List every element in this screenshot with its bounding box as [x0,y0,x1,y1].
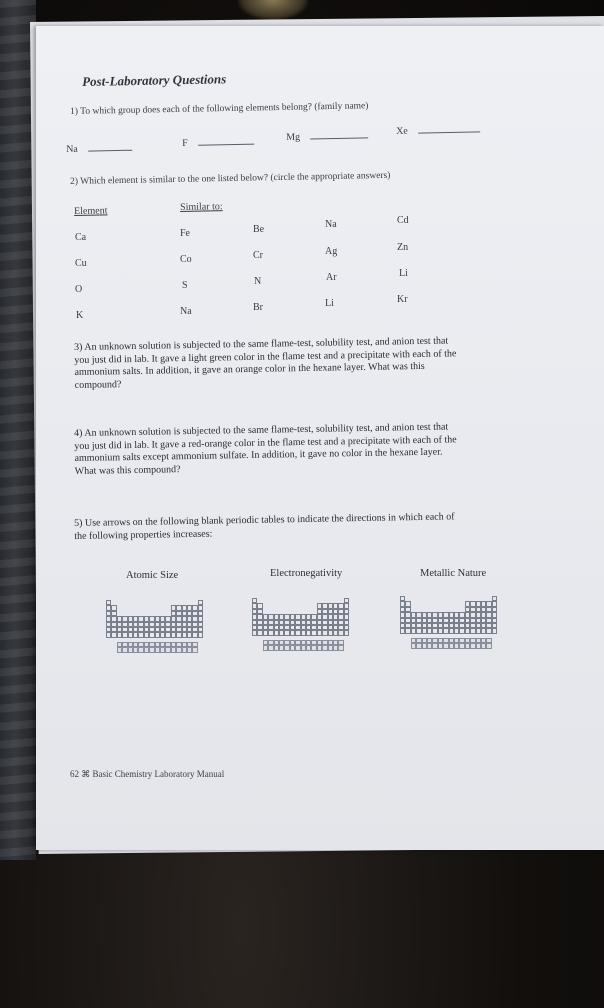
q4-line: What was this compound? [74,463,181,477]
q2-option[interactable]: Ag [325,246,338,257]
q4-block [74,421,457,478]
q4-line: 4) An unknown solution is subjected to the same flame-test, solubility test, and anion test that [74,421,449,439]
q1-item-mg [286,128,369,144]
q2-option[interactable]: S [182,280,188,291]
q2-row-element: Ca [75,232,87,243]
periodic-table-cell [344,630,349,635]
q2-option[interactable]: Zn [397,242,409,253]
q2-text: 2) Which element is similar to the one listed below? (circle the appropriate answers) [70,170,391,187]
q2-option[interactable]: Li [399,268,408,279]
q1-element-label: F [182,137,188,149]
q2-option[interactable]: Na [325,219,337,230]
q2-option[interactable]: N [254,276,262,287]
q4-line: ammonium salts except ammonium sulfate. In addition, it gave no color in the hexane layer. [74,446,443,464]
q2-option[interactable]: Co [180,254,192,265]
q1-item-xe [396,122,480,138]
q2-option[interactable]: Be [253,224,265,235]
table-label-atomic-size: Atomic Size [126,570,179,581]
q3-line: ammonium salts. In addition, it gave an orange color in the hexane layer. What was this [74,360,425,378]
q1-element-label: Na [66,143,78,155]
q2-header-similar: Similar to: [180,201,223,213]
periodic-table-cell [198,632,203,637]
q2-option[interactable]: Ar [326,272,337,283]
q2-option[interactable]: Na [180,306,192,317]
q3-block [74,335,457,392]
q1-answer-blank[interactable] [418,122,480,133]
periodic-table-cell [192,647,197,652]
q2-option[interactable]: Fe [180,228,190,239]
q2-row-element: K [76,310,84,321]
table-label-electronegativity: Electronegativity [270,568,343,579]
q1-element-label: Xe [396,125,408,137]
q5-line: the following properties increases: [74,528,213,542]
periodic-table-cell [338,645,343,650]
q1-item-f [182,135,254,150]
q2-option[interactable]: Cr [253,250,263,261]
q3-line: you just did in lab. It gave a light green color in the flame test and a precipitate with each of the [74,347,457,366]
q1-answer-blank[interactable] [198,135,254,146]
q2-header-element: Element [74,205,108,217]
periodic-table-cell [486,643,491,648]
q2-option[interactable]: Cd [397,215,409,226]
q4-line: you just did in lab. It gave a red-orange color in the flame test and a precipitate with each of the [74,433,457,452]
periodic-table-cell [492,628,497,633]
q1-answer-blank[interactable] [88,141,132,152]
q3-line: compound? [74,378,122,391]
q1-item-na [66,141,132,156]
q2-option[interactable]: Li [325,298,334,309]
page-title: Post-Laboratory Questions [81,71,227,89]
q2-option[interactable]: Kr [397,294,408,305]
table-label-metallic-nature: Metallic Nature [420,568,487,579]
q1-text: 1) To which group does each of the following elements belong? (family name) [70,101,369,117]
page-footer: 62 ⌘ Basic Chemistry Laboratory Manual [70,769,225,779]
jewelry-object [238,0,308,20]
q5-line: 5) Use arrows on the following blank periodic tables to indicate the directions in which each of [74,511,455,529]
q1-element-label: Mg [286,131,301,143]
q2-row-element: Cu [75,258,87,269]
q2-option[interactable]: Br [253,302,263,313]
q3-line: 3) An unknown solution is subjected to the same flame-test, solubility test, and anion test that [74,335,449,353]
q2-row-element: O [75,284,83,295]
q1-answer-blank[interactable] [310,128,368,139]
